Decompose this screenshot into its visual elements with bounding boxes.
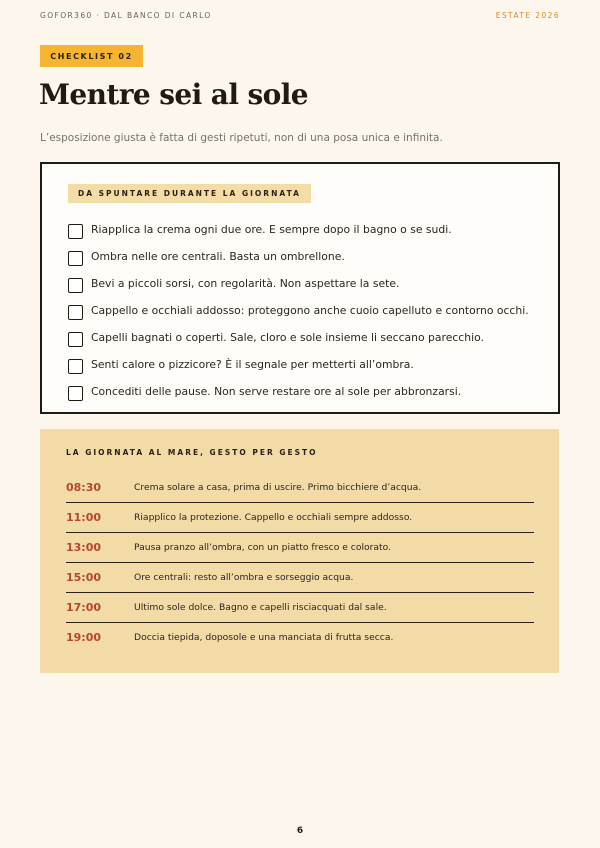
schedule-time: 11:00	[66, 511, 102, 524]
checklist-item-text: Riapplica la crema ogni due ore. E sempre dopo il bagno o se sudi.	[91, 223, 452, 236]
checklist-item	[68, 270, 529, 297]
checklist-item	[68, 297, 529, 324]
checkbox[interactable]	[68, 278, 83, 293]
schedule-text: Ore centrali: resto all’ombra e sorseggio acqua.	[134, 572, 354, 583]
brand-label: GOFOR360 · DAL BANCO DI CARLO	[40, 11, 212, 20]
checkbox[interactable]	[68, 332, 83, 347]
checklist-item-text: Senti calore o pizzicore? È il segnale per metterti all’ombra.	[91, 358, 414, 371]
schedule-list	[66, 473, 534, 652]
checklist-item-text: Concediti delle pause. Non serve restare ore al sole per abbronzarsi.	[91, 385, 462, 398]
checklist-tag: CHECKLIST 02	[40, 45, 143, 67]
checkbox[interactable]	[68, 386, 83, 401]
schedule-text: Crema solare a casa, prima di uscire. Primo bicchiere d’acqua.	[134, 482, 422, 493]
checklist-item-text: Cappello e occhiali addosso: proteggono anche cuoio capelluto e contorno occhi.	[91, 304, 529, 317]
checkbox[interactable]	[68, 305, 83, 320]
schedule-text: Riapplico la protezione. Cappello e occhiali sempre addosso.	[134, 512, 413, 523]
checkbox[interactable]	[68, 251, 83, 266]
checklist-item-text: Ombra nelle ore centrali. Basta un ombrellone.	[91, 250, 345, 263]
schedule-time: 17:00	[66, 601, 102, 614]
checklist-item-text: Capelli bagnati o coperti. Sale, cloro e sole insieme li seccano parecchio.	[91, 331, 484, 344]
season-label: ESTATE 2026	[495, 11, 560, 20]
schedule-row	[66, 623, 534, 652]
checklist-item	[68, 378, 529, 405]
schedule-row	[66, 473, 534, 503]
schedule-text: Ultimo sole dolce. Bagno e capelli risciacquati dal sale.	[134, 602, 387, 613]
schedule-text: Doccia tiepida, doposole e una manciata di frutta secca.	[134, 632, 394, 643]
checklist-item	[68, 243, 529, 270]
schedule-panel	[40, 429, 559, 673]
schedule-row	[66, 593, 534, 623]
checklist-panel	[40, 162, 560, 414]
page-title: Mentre sei al sole	[39, 78, 308, 111]
checklist-item-text: Bevi a piccoli sorsi, con regolarità. Non aspettare la sete.	[91, 277, 400, 290]
checklist	[68, 216, 529, 405]
schedule-time: 15:00	[66, 571, 102, 584]
checklist-label: DA SPUNTARE DURANTE LA GIORNATA	[68, 184, 311, 203]
page-header	[40, 11, 560, 20]
schedule-row	[66, 503, 534, 533]
page-number: 6	[296, 826, 304, 836]
checklist-item	[68, 351, 529, 378]
schedule-text: Pausa pranzo all’ombra, con un piatto fresco e colorato.	[134, 542, 392, 553]
checklist-item	[68, 324, 529, 351]
schedule-row	[66, 563, 534, 593]
schedule-row	[66, 533, 534, 563]
schedule-time: 19:00	[66, 631, 102, 644]
checkbox[interactable]	[68, 224, 83, 239]
schedule-time: 08:30	[66, 481, 102, 494]
schedule-time: 13:00	[66, 541, 102, 554]
checklist-item	[68, 216, 529, 243]
checkbox[interactable]	[68, 359, 83, 374]
schedule-title: LA GIORNATA AL MARE, GESTO PER GESTO	[66, 448, 318, 457]
page-subtitle: L’esposizione giusta è fatta di gesti ripetuti, non di una posa unica e infinita.	[40, 132, 443, 144]
